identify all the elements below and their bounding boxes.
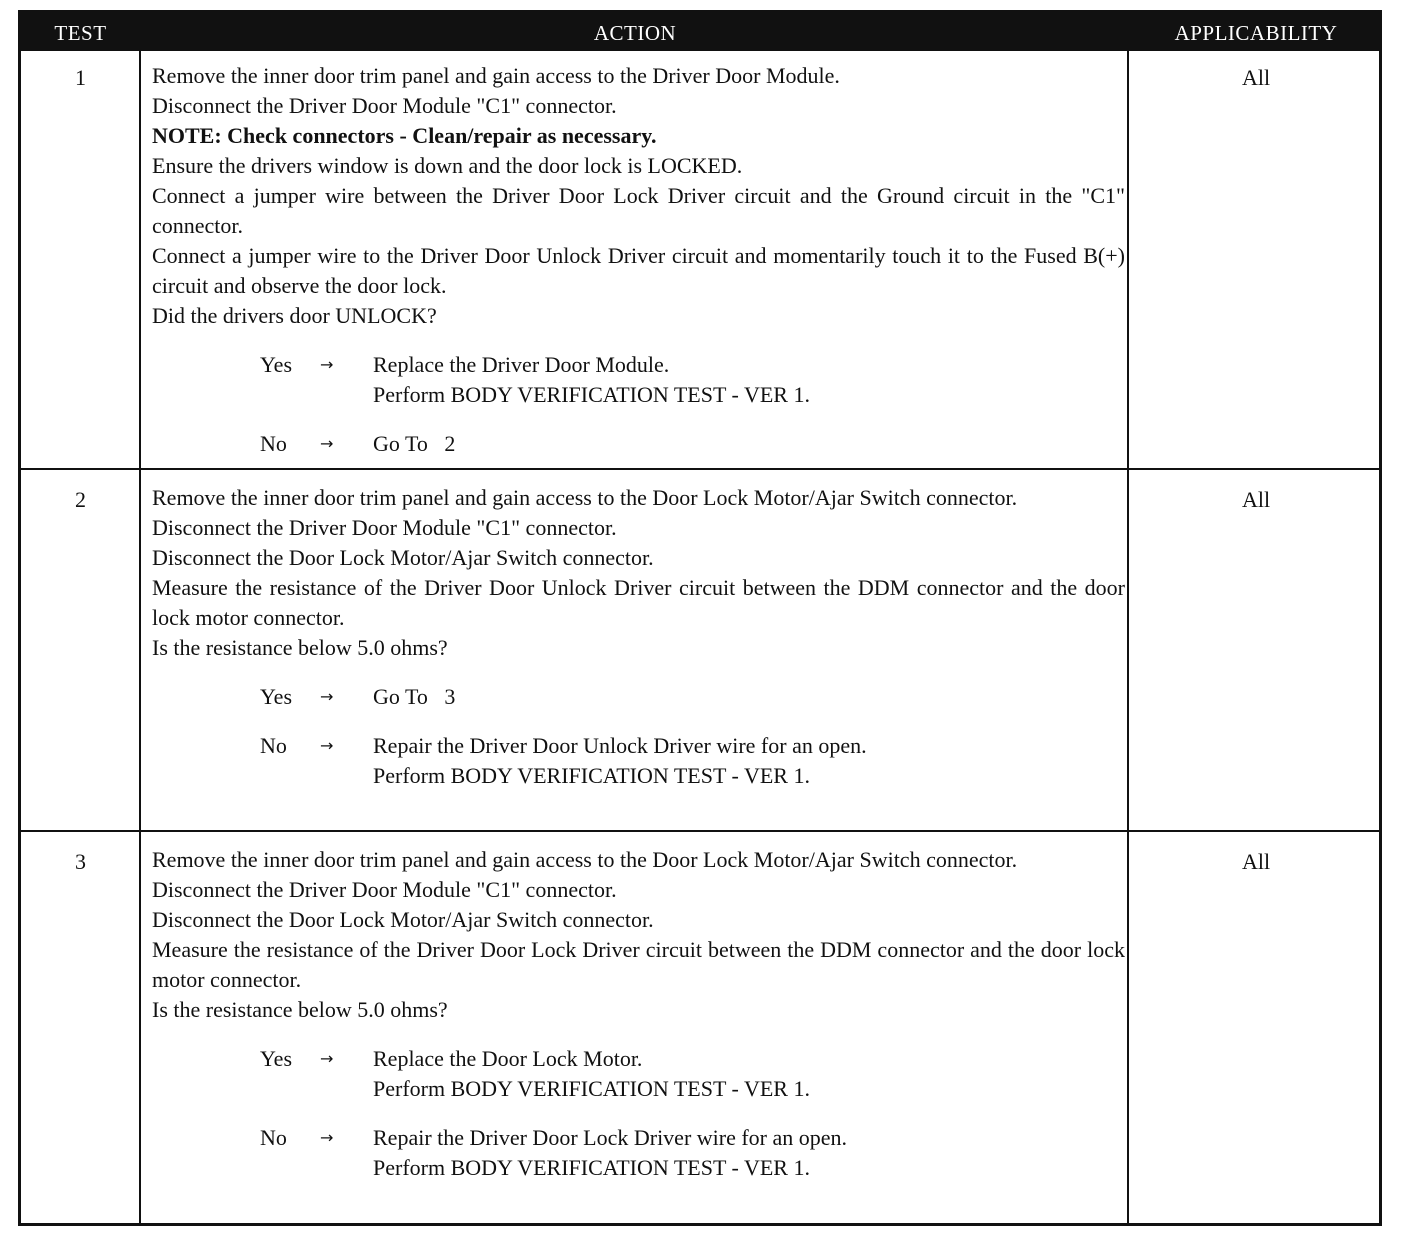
test-number: 1 [75, 65, 86, 90]
test-number: 3 [75, 849, 86, 874]
test-action-cell [152, 483, 1125, 791]
applicability-value: All [1241, 65, 1271, 90]
arrow-right-icon: → [320, 434, 334, 453]
yes-label: Yes [260, 352, 293, 377]
verification-step: Perform BODY VERIFICATION TEST - VER 1. [373, 763, 810, 788]
yes-result: Replace the Driver Door Module. [373, 352, 670, 377]
action-step: Disconnect the Driver Door Module "C1" connector. [152, 877, 617, 902]
diagnostic-test-table [18, 10, 1382, 1226]
action-step: Disconnect the Driver Door Module "C1" connector. [152, 93, 617, 118]
no-branch [260, 1123, 1125, 1183]
note-text: NOTE: Check connectors - Clean/repair as necessary. [152, 123, 657, 148]
no-label: No [260, 1125, 287, 1150]
no-label: No [260, 733, 287, 758]
verification-step: Perform BODY VERIFICATION TEST - VER 1. [373, 1076, 810, 1101]
arrow-right-icon: → [320, 1128, 334, 1147]
column-divider [139, 13, 141, 1223]
table-header [21, 13, 1379, 51]
no-branch [260, 429, 1125, 459]
arrow-right-icon: → [320, 736, 334, 755]
header-test: TEST [54, 21, 107, 45]
yes-result: Go To 3 [373, 684, 456, 709]
no-result: Go To 2 [373, 431, 456, 456]
column-divider [1127, 13, 1129, 1223]
header-action: ACTION [593, 21, 677, 45]
action-question: Is the resistance below 5.0 ohms? [152, 997, 448, 1022]
no-result: Repair the Driver Door Lock Driver wire for an open. [373, 1125, 848, 1150]
action-step: Disconnect the Door Lock Motor/Ajar Switch connector. [152, 545, 654, 570]
row-divider [21, 468, 1379, 470]
verification-step: Perform BODY VERIFICATION TEST - VER 1. [373, 382, 810, 407]
action-question: Is the resistance below 5.0 ohms? [152, 635, 448, 660]
test-action-cell [152, 61, 1125, 459]
action-step: Connect a jumper wire between the Driver Door Lock Driver circuit and the Ground circuit in the "C1" connector. [152, 183, 1125, 238]
yes-branch [260, 350, 1125, 410]
yes-result: Replace the Door Lock Motor. [373, 1046, 643, 1071]
action-step: Remove the inner door trim panel and gain access to the Door Lock Motor/Ajar Switch connector. [152, 485, 1018, 510]
action-step: Disconnect the Door Lock Motor/Ajar Switch connector. [152, 907, 654, 932]
arrow-right-icon: → [320, 687, 334, 706]
yes-label: Yes [260, 1046, 293, 1071]
verification-step: Perform BODY VERIFICATION TEST - VER 1. [373, 1155, 810, 1180]
test-action-cell [152, 845, 1125, 1183]
yes-label: Yes [260, 684, 293, 709]
yes-branch [260, 1044, 1125, 1104]
no-result: Repair the Driver Door Unlock Driver wire for an open. [373, 733, 867, 758]
no-branch [260, 731, 1125, 791]
action-step: Remove the inner door trim panel and gain access to the Door Lock Motor/Ajar Switch connector. [152, 847, 1018, 872]
row-divider [21, 830, 1379, 832]
action-step: Measure the resistance of the Driver Door Unlock Driver circuit between the DDM connector and the door lock motor connector. [152, 575, 1125, 630]
applicability-value: All [1241, 849, 1271, 874]
action-question: Did the drivers door UNLOCK? [152, 303, 437, 328]
no-label: No [260, 431, 287, 456]
test-number: 2 [75, 487, 86, 512]
header-applicability: APPLICABILITY [1174, 21, 1338, 45]
action-step: Connect a jumper wire to the Driver Door Unlock Driver circuit and momentarily touch it to the Fused B(+) circuit and observe the door lock. [152, 243, 1125, 298]
action-step: Remove the inner door trim panel and gain access to the Driver Door Module. [152, 63, 840, 88]
action-step: Disconnect the Driver Door Module "C1" connector. [152, 515, 617, 540]
action-step: Ensure the drivers window is down and the door lock is LOCKED. [152, 153, 743, 178]
yes-branch [260, 682, 1125, 712]
arrow-right-icon: → [320, 1049, 334, 1068]
arrow-right-icon: → [320, 355, 334, 374]
applicability-value: All [1241, 487, 1271, 512]
action-step: Measure the resistance of the Driver Door Lock Driver circuit between the DDM connector and the door lock motor connector. [152, 937, 1125, 992]
